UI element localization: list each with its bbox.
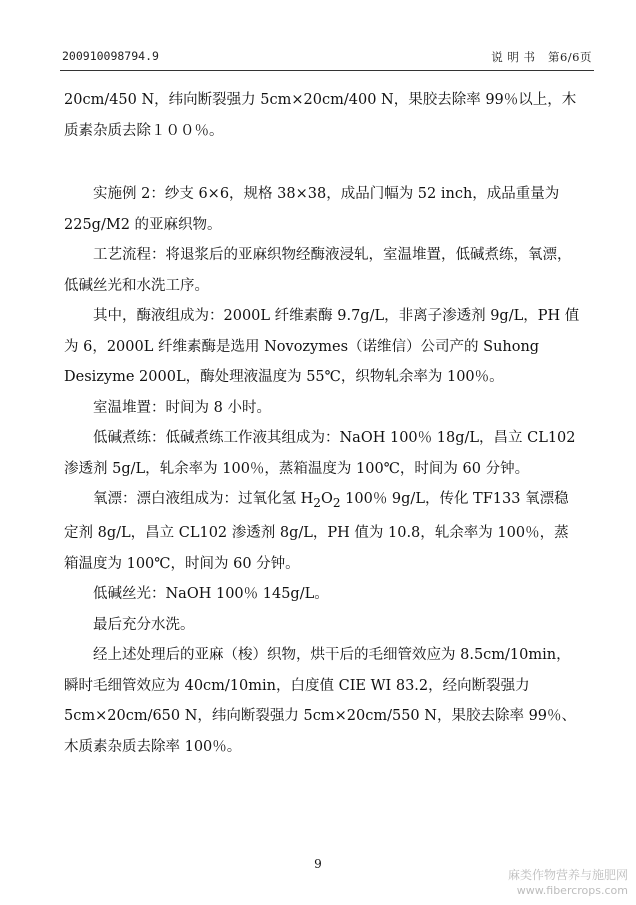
page-header: [62, 49, 592, 67]
document-body: [64, 85, 580, 762]
paragraph-continuation: 20cm/450 N，纬向断裂强力 5cm×20cm/400 N，果胶去除率 99％以上，木质素杂质去除１００％。: [64, 92, 577, 139]
bleach-text-start: 氧漂：漂白液组成为：过氧化氢 H: [93, 491, 314, 507]
paragraph-low-alkali-mercerizing: 低碱丝光：NaOH 100％ 145g/L。: [93, 586, 329, 603]
doc-type: 说 明 书: [491, 50, 536, 64]
watermark-url: www.fibercrops.com: [516, 884, 628, 897]
paragraph-example-2: 实施例 2：纱支 6×6，规格 38×38，成品门幅为 52 inch，成品重量为 225g/M2 的亚麻织物。: [64, 186, 560, 233]
patent-number: 200910098794.9: [62, 49, 159, 63]
header-right: [491, 49, 592, 65]
paragraph-oxygen-bleaching: [64, 484, 580, 579]
bleach-text-o: O: [320, 491, 333, 507]
paragraph-process-flow: 工艺流程：将退浆后的亚麻织物经酶液浸轧，室温堆置，低碱煮练，氧漂，低碱丝光和水洗工序。: [64, 247, 572, 294]
subscript-2b: 2: [332, 495, 341, 510]
subscript-2a: 2: [313, 495, 321, 510]
paragraph-results: 经上述处理后的亚麻（梭）织物，烘干后的毛细管效应为 8.5cm/10min，瞬时毛细管效应为 40cm/10min，白度值 CIE WI 83.2，经向断裂强力 5cm×20cm/650 N，纬向断裂强力 5cm×20cm/550 N，果胶去除率 99％、木质素杂质去除率 100％。: [64, 647, 577, 755]
page-info: 第6/6页: [547, 50, 592, 64]
paragraph-enzyme-composition: 其中，酶液组成为：2000L 纤维素酶 9.7g/L，非离子渗透剂 9g/L，PH 值为 6，2000L 纤维素酶是选用 Novozymes（诺维信）公司产的 Suhong Desizyme 2000L，酶处理液温度为 55℃，织物轧余率为 100％。: [64, 308, 580, 385]
paragraph-gap: [64, 146, 580, 179]
paragraph-low-alkali-scouring: 低碱煮练：低碱煮练工作液其组成为：NaOH 100％ 18g/L，昌立 CL102 渗透剂 5g/L，轧余率为 100％，蒸箱温度为 100℃，时间为 60 分钟。: [64, 430, 576, 477]
header-rule: [60, 70, 594, 71]
paragraph-room-stacking: 室温堆置：时间为 8 小时。: [93, 399, 271, 416]
watermark: [508, 868, 628, 898]
page-number: 9: [314, 857, 322, 871]
paragraph-final-wash: 最后充分水洗。: [93, 616, 195, 633]
bleach-text-end: 100％ 9g/L，传化 TF133 氧漂稳定剂 8g/L，昌立 CL102 渗透剂 8g/L，PH 值为 10.8，轧余率为 100％，蒸箱温度为 100℃，时间为 60 分钟。: [64, 491, 569, 572]
watermark-site-name: 麻类作物营养与施肥网: [507, 868, 628, 882]
